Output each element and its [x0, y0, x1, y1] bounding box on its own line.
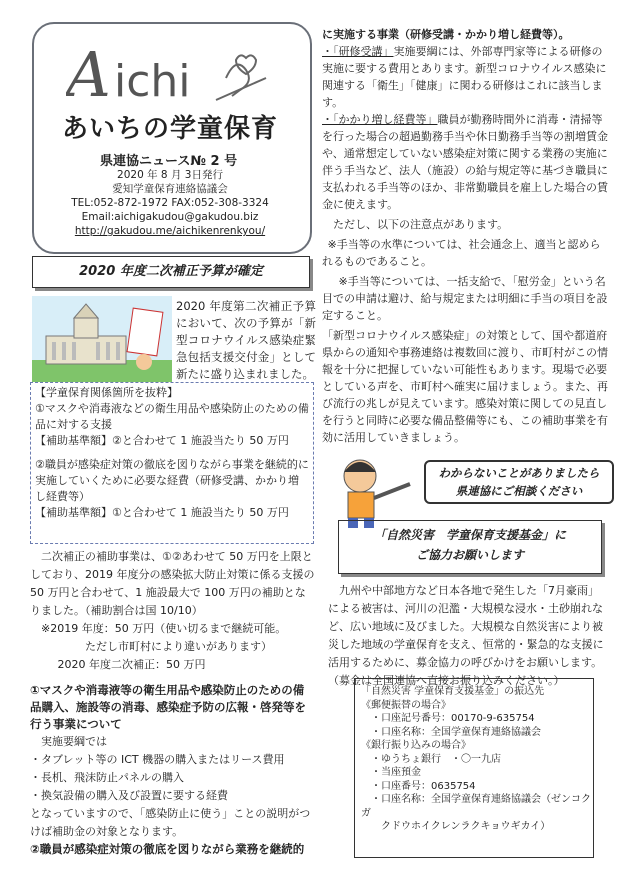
intro-paragraph: 2020 年度第二次補正予算において、次の予算が「新型コロナウイルス感染症緊急包括支援交付金」として新たに盛り込まれました。: [176, 299, 316, 381]
transfer-line: 《郵便振替の場合》: [361, 699, 451, 711]
paragraph: 「新型コロナウイルス感染症」の対策として、国や都道府県からの通知や事務連絡は複数回に渡り、市町村がこの情報を十分に把握していない可能性もあります。現場で必要としている声を、市町村へ確実に届けましょう。また、再び流行の兆しが見えています。感染対策に関しての見直しを行うと同時に必要な備品整備等にも、この補助事業を有効に活用していきましょう。: [322, 329, 608, 444]
transfer-line: 《銀行振り込みの場合》: [361, 740, 471, 751]
consult-callout: [424, 460, 614, 504]
budget-banner: 2020 年度二次補正予算が確定: [32, 256, 310, 288]
transfer-info-box: [354, 678, 594, 858]
disaster-paragraph: 九州や中部地方など日本各地で発生した「7月豪雨」による被害は、河川の氾濫・大規模な浸水・土砂崩れなど、広い地域に及びました。大規模な自然災害により被災した地域の学童保育を支え、恒常的・緊急的な支援に活用するために、募金協力の呼びかけをお願いします。（募金は全国連協へ直接お振り込みください。）: [328, 584, 604, 687]
banner-line: 「自然災害 学童保育支援基金」に: [373, 528, 566, 542]
paragraph: ※手当等の水準については、社会通念上、適当と認められるものであること。: [322, 238, 601, 268]
left-body: [30, 548, 315, 858]
website-url[interactable]: http://gakudou.me/aichikenrenkyou/: [74, 225, 266, 237]
excerpt-box: [30, 382, 314, 544]
masthead-info: [40, 168, 300, 238]
list-item: となっていますので、「感染防止に使う」ことの説明がつけば補助金の対象となります。: [30, 807, 311, 838]
transfer-line: ・口座記号番号：00170-9-635754: [361, 713, 535, 724]
paragraph: ※手当等については、一括支給で、「慰労金」という名目での申請は避け、給与規定または明細に手当の項目を設定すること。: [322, 275, 608, 322]
diet-building-illustration: [32, 296, 172, 382]
label: ・「研修受講」: [322, 45, 394, 58]
right-column: [322, 26, 610, 446]
paragraph: 二次補正の補助事業は、①②あわせて 50 万円を上限としており、2019 年度分の感染拡大防止対策に係る支援の 50 万円と合わせて、1 施設最大で 100 万円の補助となりました。（補助割合は国 10/10）: [30, 550, 315, 617]
email[interactable]: Email:aichigakudou@gakudou.biz: [81, 211, 259, 223]
section-heading: ②職員が感染症対策の徹底を図りながら業務を継続的: [30, 842, 305, 856]
transfer-line: ・口座名称：全国学童保育連絡協議会（ゼンコクガ: [361, 794, 591, 819]
excerpt-line: 【補助基準額】①と合わせて 1 施設当たり 50 万円: [35, 506, 289, 519]
section-heading: ①マスクや消毒液等の衛生用品や感染防止のための備品購入、施設等の消毒、感染症予防の広報・啓発等を行う事業について: [30, 683, 306, 731]
callout-line: わからないことがありましたら: [438, 466, 600, 480]
list-item: ・換気設備の購入及び設置に要する経費: [30, 789, 228, 802]
paragraph: ・「研修受講」実施要綱には、外部専門家等による研修の実施に要する費用とあります。新型コロナウイルス感染に関連する「衛生」「健康」に関わる研修はこれに該当します。: [322, 45, 607, 109]
paragraph: ※2019 年度：50 万円（使い切るまで継続可能。: [41, 622, 287, 635]
label: ・「かかり増し経費等」: [322, 113, 438, 126]
paragraph: ただし市町村により違いがあります）: [85, 640, 272, 653]
transfer-line: クドウホイクレンラクキョウギカイ）: [361, 821, 551, 832]
child-illustration: [330, 446, 420, 530]
paragraph: ただし、以下の注意点があります。: [333, 218, 509, 231]
excerpt-line: 【補助基準額】②と合わせて 1 施設当たり 50 万円: [35, 434, 289, 447]
section-heading: に実施する事業（研修受講・かかり増し経費等）。: [322, 28, 570, 41]
paragraph: 2020 年度二次補正：50 万円: [57, 658, 206, 671]
org-name: 愛知学童保育連絡協議会: [112, 183, 228, 195]
list-item: ・タブレット等の ICT 機器の購入またはリース費用: [30, 753, 285, 766]
excerpt-line: ②職員が感染症対策の徹底を図りながら事業を継続的に実施していくために必要な経費（研修受講、かかり増し経費等）: [35, 458, 309, 503]
transfer-line: 「自然災害 学童保育支援基金」の振込先: [361, 686, 545, 697]
excerpt-line: ①マスクや消毒液などの衛生用品や感染防止のための備品に対する支援: [35, 402, 309, 431]
banner-line: ご協力お願いします: [415, 548, 524, 562]
transfer-line: ・口座番号：0635754: [361, 780, 476, 792]
callout-line: 県連協にご相談ください: [455, 484, 583, 498]
aichi-logo: [66, 38, 276, 108]
issue-date: 2020 年 8 月 3日発行: [117, 169, 223, 181]
excerpt-line: 【学童保育関係箇所を抜粋】: [35, 386, 178, 399]
svg-text:A: A: [66, 38, 111, 108]
transfer-line: ・ゆうちょ銀行 ・〇一九店: [361, 753, 501, 765]
tel-fax: TEL:052-872-1972 FAX:052-308-3324: [71, 197, 269, 209]
fund-banner: [338, 520, 602, 574]
news-number: 県連協ニュース№ 2 号: [100, 154, 238, 169]
transfer-line: ・口座名称：全国学童保育連絡協議会: [361, 726, 541, 738]
transfer-line: ・当座預金: [361, 767, 421, 778]
list-item: 実施要綱では: [41, 735, 107, 748]
paragraph: ・「かかり増し経費等」職員が勤務時間外に消毒・清掃等を行った場合の超過勤務手当や休日勤務手当等の割増賃金や、通常想定していない感染症対策に関する業務の実施に伴う手当など、法人（施設）の給与規定等に基づき職員に支払われる手当等のほか、非常勤職員を雇上した場合の賃金に使えます。: [322, 113, 608, 211]
newsletter-title: あいちの学童保育: [62, 114, 279, 144]
list-item: ・長机、飛沫防止パネルの購入: [30, 771, 184, 784]
svg-text:ichi: ichi: [114, 56, 191, 107]
excerpt-line: [31, 449, 313, 457]
